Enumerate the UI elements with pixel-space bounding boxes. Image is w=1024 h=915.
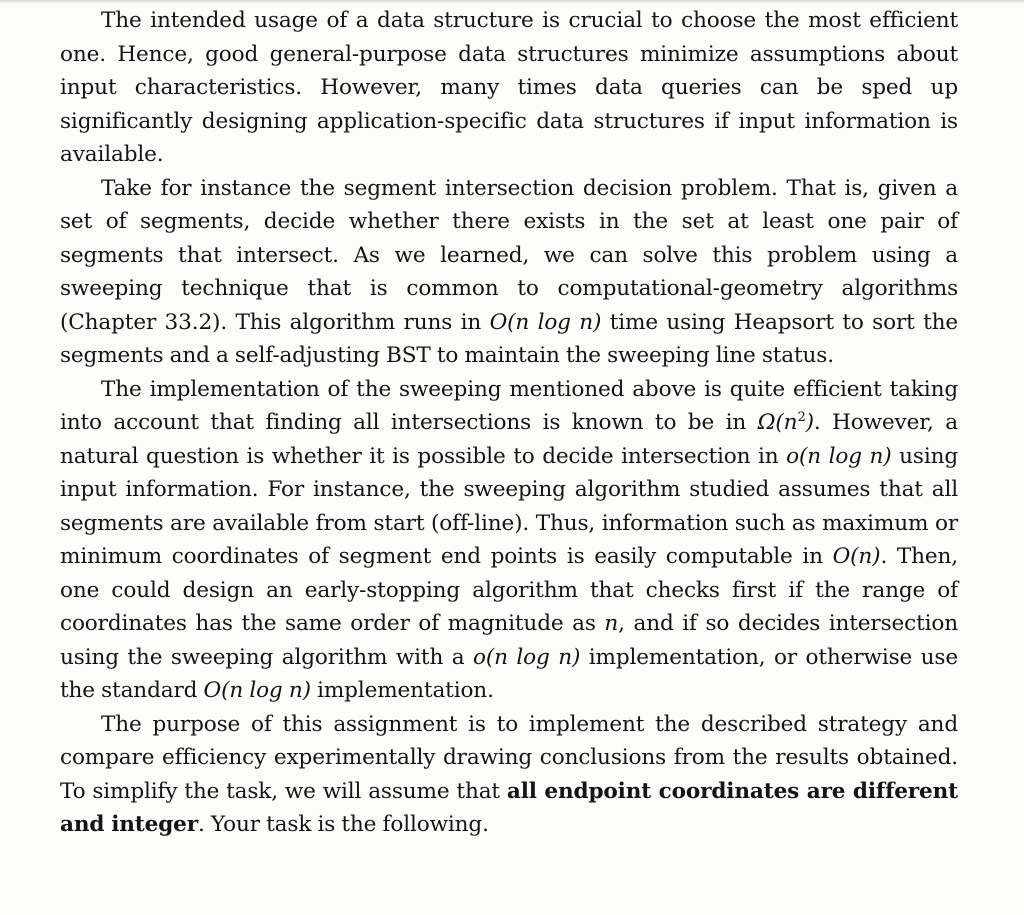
paragraph-2 (60, 172, 958, 373)
text-run: Take for instance the segment intersection decision problem. That is, given a set of segments, decide whether there exists in the set at least one pair of segments that intersect. As we learned, we can solve this problem using a sweeping technique that is common to computational-geometry algorithms (Chapter 33.2). This algorithm runs in (60, 175, 958, 335)
text-run: time using Heapsort to sort the segments and a self-adjusting BST to maintain the sweeping line status. (60, 309, 958, 368)
paragraph-1 (60, 4, 958, 172)
text-body (60, 4, 958, 842)
text-run: using input information. For instance, the sweeping algorithm studied assumes that all segments are available from start (off-line). Thus, information such as maximum or minimum coordinates of segment end points is easily computable in (60, 443, 958, 569)
math-expression: O(n) (832, 544, 881, 569)
math-expression: O(n log n) (203, 678, 311, 703)
bold-text: all endpoint coordinates are different and integer (60, 778, 958, 837)
text-run: The intended usage of a data structure is crucial to choose the most efficient one. Hence, good general-purpose data structures minimize assumptions about input characteristics. However, many times data queries can be sped up significantly designing application-specific data structures if input information is available. (60, 8, 958, 167)
paragraph-3 (60, 373, 958, 708)
text-run: . However, a natural question is whether it is possible to decide intersection in (60, 410, 958, 469)
math-expression: ) (805, 410, 814, 435)
superscript: 2 (797, 410, 806, 425)
math-expression: O(n log n) (489, 309, 602, 335)
text-run: . Then, one could design an early-stopping algorithm that checks first if the range of coordinates has the same order of magnitude as (60, 544, 958, 636)
text-run: . Your task is the following. (198, 812, 489, 837)
paragraph-4 (60, 708, 958, 842)
text-run: , and if so decides intersection using the sweeping algorithm with a (60, 611, 959, 670)
math-expression: Ω(n (757, 410, 798, 435)
text-run: implementation. (310, 678, 494, 703)
math-expression: o(n log n) (786, 443, 892, 469)
text-run: The implementation of the sweeping mentioned above is quite efficient taking into account that finding all intersections is known to be in (60, 376, 958, 435)
text-run: The purpose of this assignment is to implement the described strategy and compare efficiency experimentally drawing conclusions from the results obtained. To simplify the task, we will assume that (60, 711, 958, 804)
text-run: implementation, or otherwise use the standard (60, 644, 958, 703)
math-expression: n (604, 611, 619, 636)
math-expression: o(n log n) (472, 644, 581, 670)
top-edge-strip (0, 0, 1024, 4)
